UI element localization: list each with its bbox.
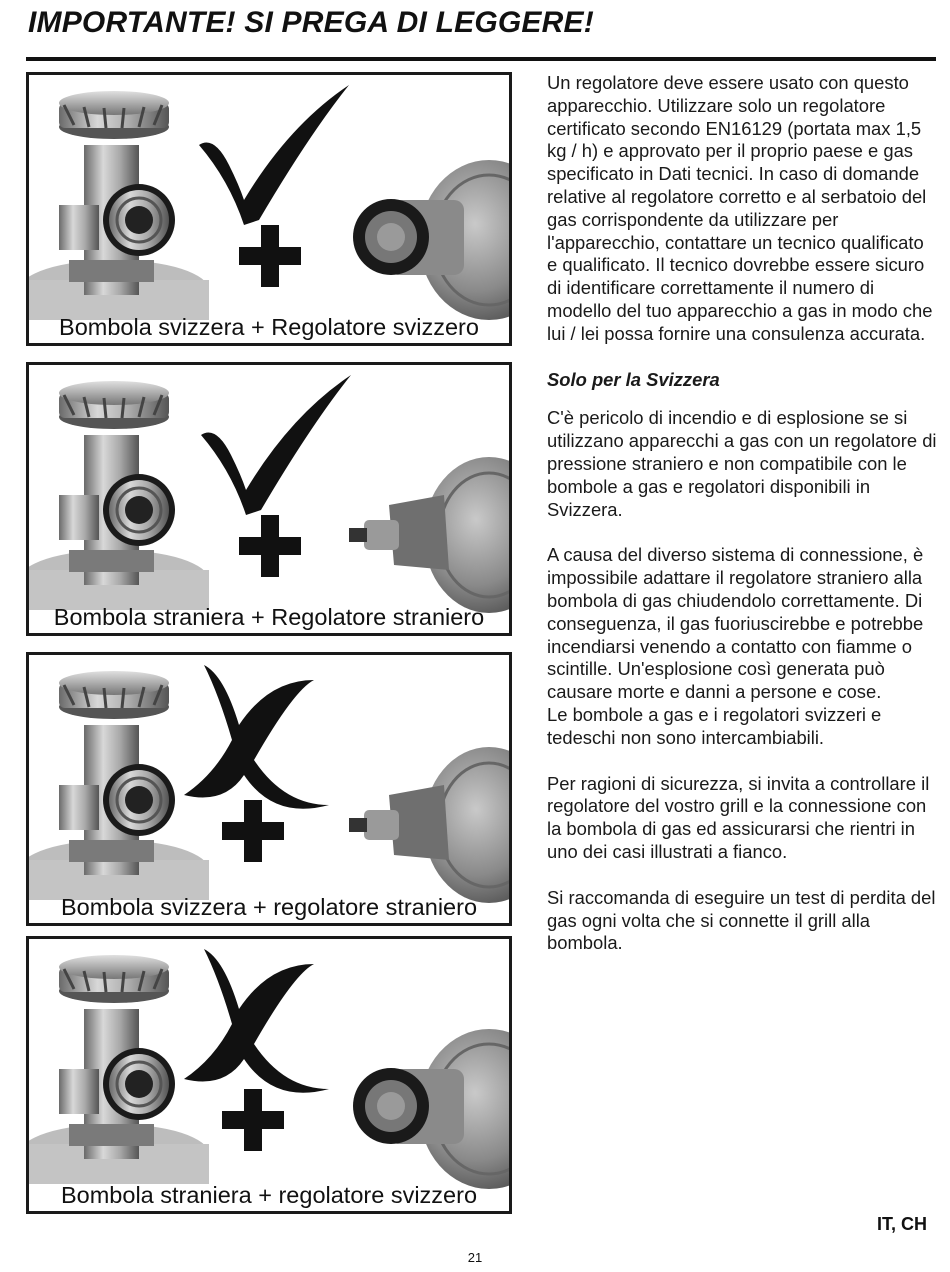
language-code: IT, CH <box>876 1214 927 1234</box>
check-icon <box>201 375 351 515</box>
plus-icon <box>239 515 301 577</box>
paragraph-not-interchangeable: Le bombole a gas e i regolatori svizzeri e tedeschi non sono intercambiabili. <box>547 703 882 748</box>
plus-icon <box>222 1089 284 1151</box>
title-divider <box>26 57 936 61</box>
check-icon <box>199 85 349 225</box>
paragraph-safety-check: Per ragioni di sicurezza, si invita a controllare il regolatore del vostro grill e la connessione con la bombola di gas ed assicurarsi che rientri in uno dei casi illustrati a fianco. <box>547 772 930 862</box>
panel-3-illustration <box>29 655 509 923</box>
panel-caption: Bombola svizzera + Regolatore svizzero <box>59 314 479 340</box>
compatibility-panel-3 <box>26 652 512 926</box>
panel-caption: Bombola straniera + Regolatore straniero <box>53 604 485 630</box>
panel-4-illustration <box>29 939 509 1211</box>
paragraph-regulator-requirement: Un regolatore deve essere usato con questo apparecchio. Utilizzare solo un regolatore certificato secondo EN16129 (portata max 1,5 kg / h) e approvato per il proprio paese e gas specificato in Dati tecnici. In caso di domande relative al regolatore corretto e al serbatoio del gas corrispondente da utilizzare per l'apparecchio, contattare un tecnico qualificato e qualificato. Il tecnico dovrebbe essere sicuro di identificare correttamente il numero di modello del tuo apparecchio a gas in modo che lui / lei possa fornire una consulenza accurata. <box>547 72 933 344</box>
panel-1-illustration <box>29 75 509 343</box>
panel-caption: Bombola straniera + regolatore svizzero <box>60 1182 478 1208</box>
section-subheading: Solo per la Svizzera <box>547 368 720 390</box>
panel-caption: Bombola svizzera + regolatore straniero <box>60 894 478 920</box>
page-title: IMPORTANTE! SI PREGA DI LEGGERE! <box>28 6 594 39</box>
paragraph-connection-system: A causa del diverso sistema di connessione, è impossibile adattare il regolatore straniero alla bombola di gas chiudendolo correttamente. Di conseguenza, il gas fuoriuscirebbe e potrebbe incendiarsi venendo a contatto con fiamme o scintille. Un'esplosione così generata può causare morte e danni a persone e cose. <box>547 544 924 703</box>
instructions-text <box>547 72 937 978</box>
plus-icon <box>222 800 284 862</box>
compatibility-panel-1 <box>26 72 512 346</box>
paragraph-fire-risk: C'è pericolo di incendio e di esplosione se si utilizzano apparecchi a gas con un regolatore di pressione straniero e non compatibile con le bombole a gas e regolatori disponibili in Svizzera. <box>547 407 937 520</box>
paragraph-leak-test: Si raccomanda di eseguire un test di perdita del gas ogni volta che si connette il grill alla bombola. <box>547 886 936 954</box>
plus-icon <box>239 225 301 287</box>
panel-2-illustration <box>29 365 509 633</box>
cross-icon <box>184 949 329 1093</box>
page-number: 21 <box>467 1250 483 1265</box>
compatibility-panel-4 <box>26 936 512 1214</box>
compatibility-panel-2 <box>26 362 512 636</box>
cross-icon <box>184 665 329 809</box>
